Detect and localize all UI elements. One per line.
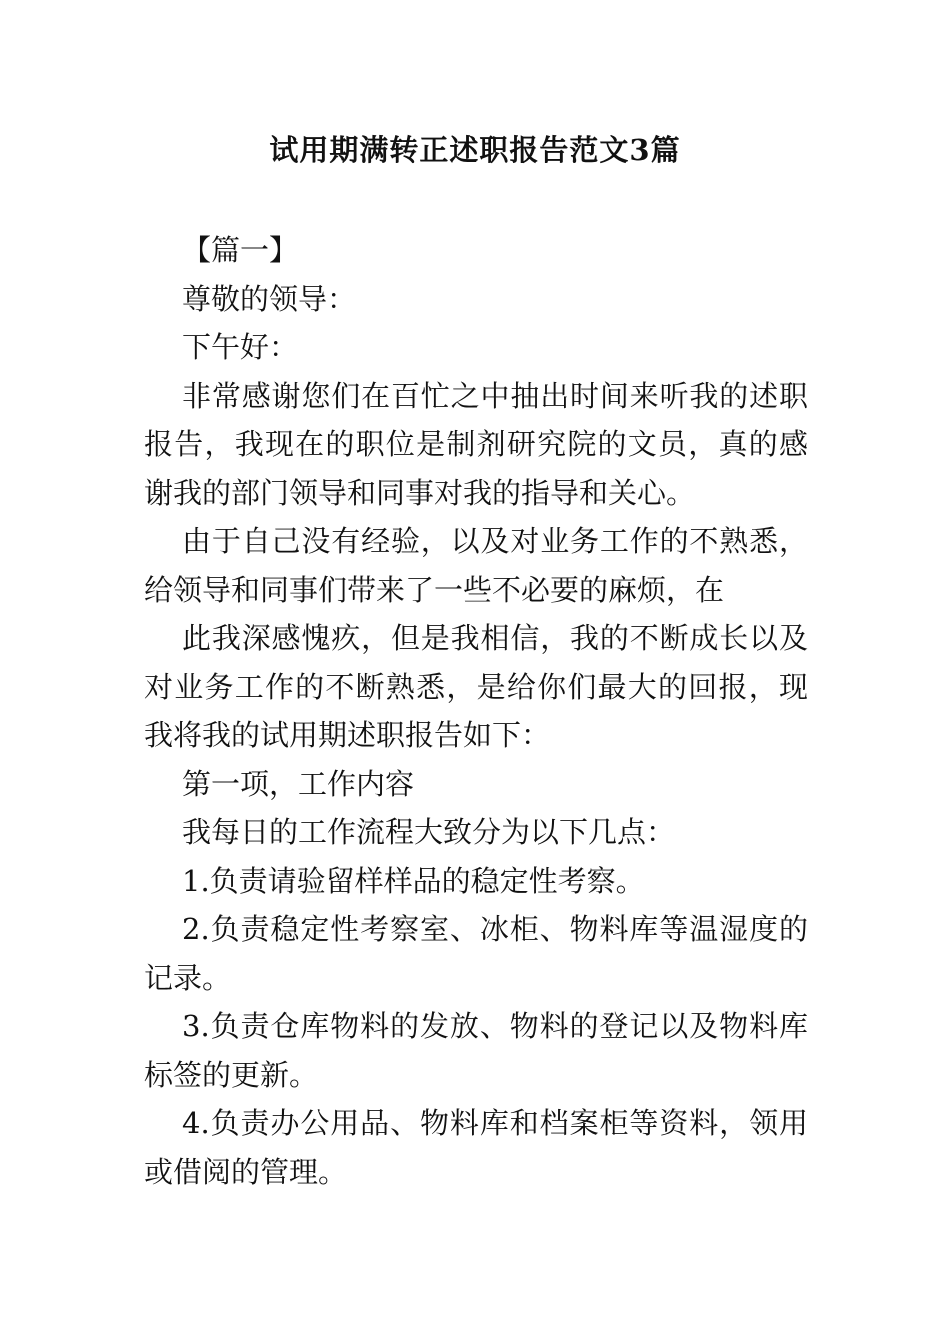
document-body: [144, 226, 808, 1196]
body-paragraph: 非常感谢您们在百忙之中抽出时间来听我的述职报告，我现在的职位是制剂研究院的文员，真的感谢我的部门领导和同事对我的指导和关心。: [144, 378, 808, 510]
body-paragraph: 此我深感愧疚，但是我相信，我的不断成长以及对业务工作的不断熟悉，是给你们最大的回报，现我将我的试用期述职报告如下：: [144, 621, 808, 752]
list-item: 1.负责请验留样样品的稳定性考察。: [182, 863, 645, 898]
body-paragraph: 由于自己没有经验，以及对业务工作的不熟悉，给领导和同事们带来了一些不必要的麻烦，在: [144, 524, 808, 607]
subsection-heading: 第一项，工作内容: [182, 766, 415, 801]
list-item: 2.负责稳定性考察室、冰柜、物料库等温湿度的记录。: [144, 912, 808, 995]
document-title: 试用期满转正述职报告范文3篇: [269, 133, 681, 167]
list-item: 4.负责办公用品、物料库和档案柜等资料，领用或借阅的管理。: [144, 1106, 808, 1189]
salutation: 尊敬的领导：: [182, 281, 357, 316]
section-heading: 【篇一】: [182, 233, 299, 267]
greeting: 下午好：: [182, 330, 299, 364]
list-item: 3.负责仓库物料的发放、物料的登记以及物料库标签的更新。: [144, 1009, 808, 1092]
body-paragraph: 我每日的工作流程大致分为以下几点：: [182, 815, 676, 849]
